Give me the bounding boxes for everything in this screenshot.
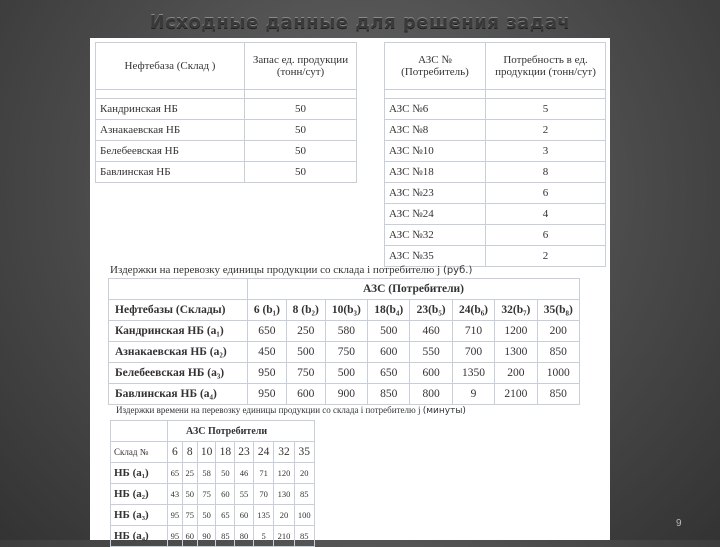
table-cell: 60 [182, 526, 197, 547]
table-cell: 800 [410, 384, 452, 405]
table-cell: 70 [253, 484, 273, 505]
depot-stock: 50 [245, 162, 357, 183]
table-cell: 80 [235, 526, 254, 547]
station-name: АЗС №24 [385, 204, 486, 225]
table-cell: 750 [286, 363, 325, 384]
station-name: АЗС №6 [385, 99, 486, 120]
table-row [111, 526, 315, 547]
depot-stock: 50 [245, 141, 357, 162]
table-row [96, 162, 357, 183]
table-cell: 100 [294, 505, 314, 526]
table-cell: 200 [537, 321, 579, 342]
depot-stock: 50 [245, 120, 357, 141]
cost-caption-unit: (руб.) [442, 265, 473, 276]
table-cell: 750 [325, 342, 367, 363]
station-need: 6 [486, 183, 606, 204]
cost-row-header: Нефтебазы (Склады) [109, 300, 248, 321]
table-row [109, 342, 580, 363]
station-need: 2 [486, 120, 606, 141]
table-row [111, 463, 315, 484]
depot-name: Белебеевская НБ [96, 141, 245, 162]
station-name: АЗС №18 [385, 162, 486, 183]
table-cell: 90 [197, 526, 216, 547]
table-cell: 700 [452, 342, 494, 363]
table-row [385, 141, 606, 162]
time-caption [116, 405, 466, 416]
cost-table [108, 278, 580, 405]
table-row [385, 183, 606, 204]
supply-table [95, 42, 357, 183]
column-header: 32 [274, 442, 294, 463]
table-cell: 95 [168, 505, 183, 526]
table-cell: 46 [235, 463, 254, 484]
column-header: 23 [235, 442, 254, 463]
column-header: 10 [197, 442, 216, 463]
station-need: 3 [486, 141, 606, 162]
table-cell: 55 [235, 484, 254, 505]
station-need: 8 [486, 162, 606, 183]
station-need: 4 [486, 204, 606, 225]
station-name: АЗС №10 [385, 141, 486, 162]
table-row [385, 120, 606, 141]
table-cell: 50 [182, 484, 197, 505]
table-cell: 1200 [495, 321, 537, 342]
table-cell: 600 [286, 384, 325, 405]
table-cell: 50 [216, 463, 235, 484]
table-row [111, 484, 315, 505]
table-cell: 850 [368, 384, 410, 405]
table-cell: 500 [325, 363, 367, 384]
table-cell: 60 [235, 505, 254, 526]
table-row [385, 99, 606, 120]
table-row [111, 505, 315, 526]
document-sheet [90, 38, 610, 540]
table-cell: 200 [495, 363, 537, 384]
table-cell: 85 [294, 484, 314, 505]
column-header: 23(b₅) [410, 300, 452, 321]
table-cell: 50 [197, 505, 216, 526]
supply-header-depot: Нефтебаза (Склад ) [96, 43, 245, 90]
table-cell: 65 [168, 463, 183, 484]
table-row [96, 120, 357, 141]
cost-group-header: АЗС (Потребители) [248, 279, 580, 300]
table-cell: 65 [216, 505, 235, 526]
table-cell: 85 [216, 526, 235, 547]
depot-name: Бавлинская НБ [96, 162, 245, 183]
table-cell: 1350 [452, 363, 494, 384]
table-cell: 950 [248, 363, 287, 384]
table-row [109, 363, 580, 384]
table-cell: 43 [168, 484, 183, 505]
column-header: 8 [182, 442, 197, 463]
table-cell: 850 [537, 342, 579, 363]
table-cell: 600 [410, 363, 452, 384]
supply-header-stock: Запас ед. продукции (тонн/сут) [245, 43, 357, 90]
row-label: НБ (a₄) [111, 526, 168, 547]
table-row [385, 162, 606, 183]
depot-name: Азнакаевская НБ [96, 120, 245, 141]
demand-header-need: Потребность в ед. продукции (тонн/сут) [486, 43, 606, 90]
table-row [96, 99, 357, 120]
table-cell: 580 [325, 321, 367, 342]
column-header: 8 (b₂) [286, 300, 325, 321]
table-cell: 650 [248, 321, 287, 342]
table-cell: 75 [197, 484, 216, 505]
slide-title: Исходные данные для решения задач [149, 12, 571, 33]
table-row [109, 384, 580, 405]
column-header: 35 [294, 442, 314, 463]
row-label: НБ (a₃) [111, 505, 168, 526]
cost-caption-text: Издержки на перевозку единицы продукции со склада i потребителю j [110, 264, 441, 276]
table-cell: 95 [168, 526, 183, 547]
table-cell: 60 [216, 484, 235, 505]
column-header: 24(b₆) [452, 300, 494, 321]
station-need: 5 [486, 99, 606, 120]
table-cell: 20 [274, 505, 294, 526]
column-header: 18(b₄) [368, 300, 410, 321]
table-cell: 210 [274, 526, 294, 547]
table-cell: 58 [197, 463, 216, 484]
depot-stock: 50 [245, 99, 357, 120]
station-name: АЗС №8 [385, 120, 486, 141]
table-cell: 71 [253, 463, 273, 484]
table-cell: 900 [325, 384, 367, 405]
station-need: 2 [486, 246, 606, 267]
row-label: Кандринская НБ (a₁) [109, 321, 248, 342]
time-group-header: АЗС Потребители [168, 421, 315, 442]
table-cell: 600 [368, 342, 410, 363]
table-cell: 9 [452, 384, 494, 405]
table-cell: 5 [253, 526, 273, 547]
depot-name: Кандринская НБ [96, 99, 245, 120]
table-row [109, 321, 580, 342]
column-header: 32(b₇) [495, 300, 537, 321]
table-cell: 75 [182, 505, 197, 526]
page-number: 9 [676, 518, 682, 529]
table-cell: 500 [286, 342, 325, 363]
table-cell: 500 [368, 321, 410, 342]
table-cell: 850 [537, 384, 579, 405]
column-header: 10(b₃) [325, 300, 367, 321]
row-label: Белебеевская НБ (a₃) [109, 363, 248, 384]
time-caption-text: Издержки времени на перевозку единицы продукции со склада i потребителю j [116, 405, 421, 415]
time-row-header: Склад № [111, 442, 168, 463]
table-cell: 710 [452, 321, 494, 342]
table-cell: 950 [248, 384, 287, 405]
table-cell: 1000 [537, 363, 579, 384]
table-cell: 2100 [495, 384, 537, 405]
table-cell: 550 [410, 342, 452, 363]
table-cell: 85 [294, 526, 314, 547]
table-row [96, 141, 357, 162]
table-cell: 20 [294, 463, 314, 484]
time-caption-unit: (минуты) [422, 406, 466, 416]
table-cell: 130 [274, 484, 294, 505]
column-header: 6 [168, 442, 183, 463]
table-cell: 25 [182, 463, 197, 484]
table-row [385, 225, 606, 246]
column-header: 24 [253, 442, 273, 463]
station-need: 6 [486, 225, 606, 246]
station-name: АЗС №32 [385, 225, 486, 246]
cost-caption [110, 264, 472, 276]
column-header: 6 (b₁) [248, 300, 287, 321]
table-cell: 1300 [495, 342, 537, 363]
table-cell: 250 [286, 321, 325, 342]
demand-table [384, 42, 606, 267]
station-name: АЗС №23 [385, 183, 486, 204]
table-cell: 450 [248, 342, 287, 363]
table-cell: 460 [410, 321, 452, 342]
station-name: АЗС №35 [385, 246, 486, 267]
row-label: Бавлинская НБ (a₄) [109, 384, 248, 405]
table-cell: 135 [253, 505, 273, 526]
time-table [110, 420, 315, 547]
table-cell: 650 [368, 363, 410, 384]
row-label: НБ (a₁) [111, 463, 168, 484]
row-label: Азнакаевская НБ (a₂) [109, 342, 248, 363]
column-header: 18 [216, 442, 235, 463]
table-cell: 120 [274, 463, 294, 484]
column-header: 35(b₈) [537, 300, 579, 321]
row-label: НБ (a₂) [111, 484, 168, 505]
demand-header-station: АЗС № (Потребитель) [385, 43, 486, 90]
table-row [385, 204, 606, 225]
